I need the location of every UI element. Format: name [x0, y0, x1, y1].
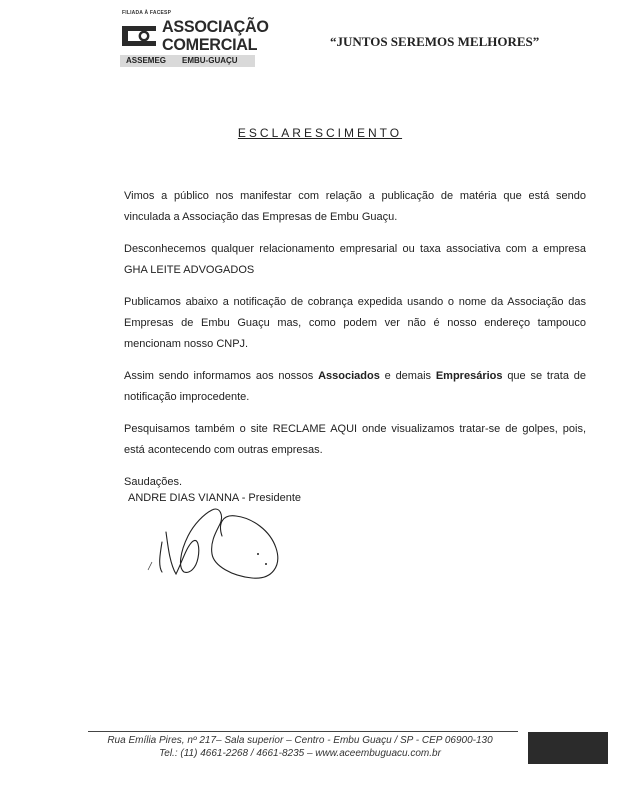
- paragraph-2: Desconhecemos qualquer relacionamento empresarial ou taxa associativa com a empresa GHA LEITE ADVOGADOS: [124, 243, 586, 276]
- footer-dark-block: [528, 732, 608, 764]
- association-logo: [120, 10, 269, 68]
- empresarios-emphasis: Empresários: [435, 370, 503, 382]
- letter-body: [124, 186, 586, 504]
- logo-sub-assemeg: ASSEMEG: [126, 56, 167, 65]
- associados-emphasis: Associados: [318, 370, 380, 382]
- paragraph-4: [124, 366, 586, 408]
- paragraph-4-start: Assim sendo informamos aos nossos: [124, 370, 319, 382]
- paragraph-1: Vimos a público nos manifestar com relação a publicação de matéria que está sendo vinculada a Associação das Empresas de Embu Guaçu.: [124, 190, 586, 223]
- logo-emblem-icon: [120, 22, 158, 50]
- paragraph-3: Publicamos abaixo a notificação de cobrança expedida usando o nome da Associação das Empresas de Embu Guaçu mas, como podem ver não é nosso endereço tampouco mencionam nosso CNPJ.: [124, 296, 586, 350]
- closing-salutation: Saudações.: [124, 476, 183, 488]
- footer-address: Rua Emília Pires, nº 217– Sala superior – Centro - Embu Guaçu / SP - CEP 06900-130: [107, 735, 493, 746]
- signatory-name: ANDRE DIAS VIANNA - Presidente: [128, 492, 302, 504]
- paragraph-4-mid: e demais: [379, 370, 436, 382]
- handwritten-signature-icon: [140, 492, 290, 582]
- logo-line-1: ASSOCIAÇÃO: [162, 17, 269, 36]
- footer-divider: [88, 731, 518, 732]
- logo-sub-city: EMBU-GUAÇU: [182, 56, 238, 65]
- paragraph-4-end: que se trata de notificação improcedente.: [124, 370, 586, 403]
- paragraph-5: Pesquisamos também o site RECLAME AQUI onde visualizamos tratar-se de golpes, pois, está acontecendo com outras empresas.: [124, 423, 586, 456]
- logo-line-2: COMERCIAL: [162, 35, 258, 54]
- footer-contact: Tel.: (11) 4661-2268 / 4661-8235 – www.aceembuguacu.com.br: [159, 748, 441, 759]
- document-title: ESCLARESCIMENTO: [237, 126, 403, 140]
- slogan: “JUNTOS SEREMOS MELHORES”: [330, 34, 540, 49]
- logo-affiliation-text: FILIADA À FACESP: [122, 10, 172, 16]
